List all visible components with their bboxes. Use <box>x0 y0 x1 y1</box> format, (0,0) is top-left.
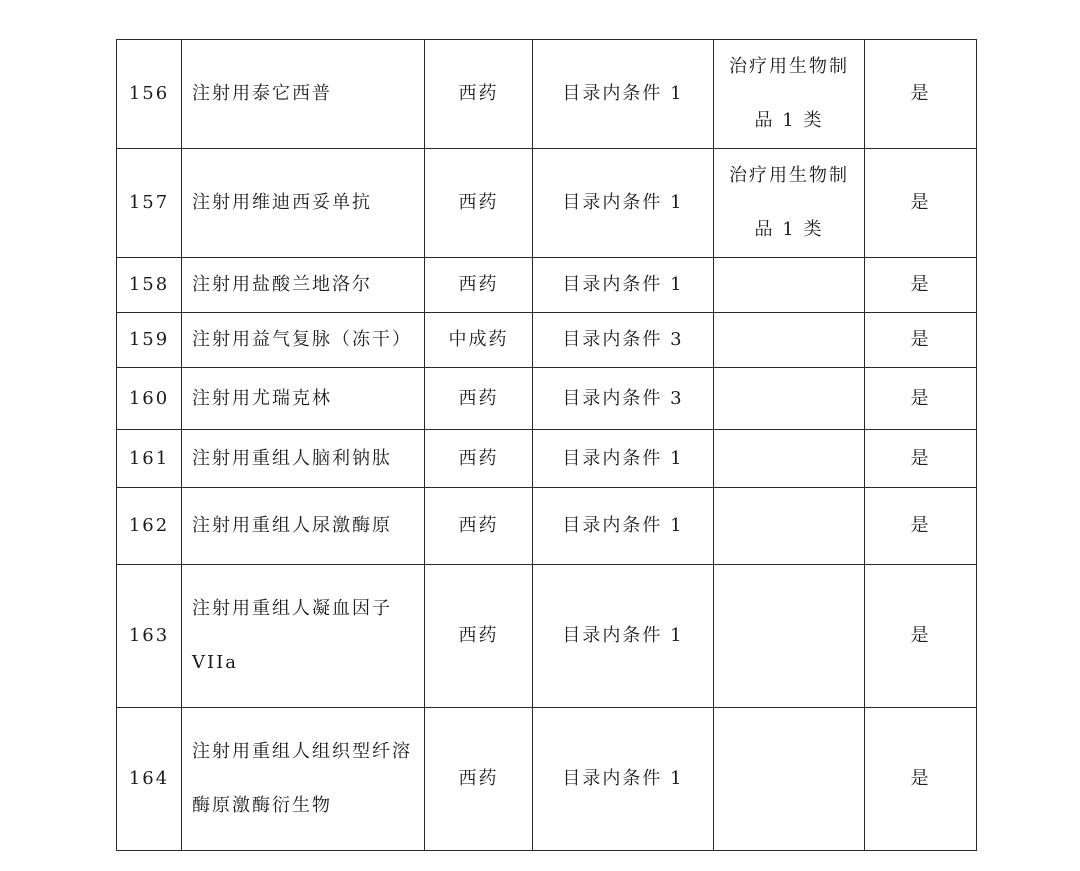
drug-type: 西药 <box>458 447 499 469</box>
condition-cell <box>533 430 714 488</box>
note-cell <box>714 488 865 565</box>
drug-name-cell <box>182 708 425 851</box>
drug-name-cell <box>182 488 425 565</box>
row-number-cell <box>117 430 182 488</box>
row-number-cell <box>117 488 182 565</box>
note-line: 治疗用生物制 <box>729 165 849 186</box>
drug-type: 西药 <box>458 387 499 409</box>
drug-type-cell <box>425 488 533 565</box>
drug-name-cell <box>182 368 425 430</box>
drug-type: 西药 <box>458 274 499 295</box>
flag: 是 <box>910 625 931 646</box>
condition-cell <box>533 258 714 313</box>
table-row <box>117 313 977 368</box>
flag-cell <box>865 565 977 708</box>
drug-name-line: 注射用重组人凝血因子 <box>192 598 392 619</box>
flag-cell <box>865 488 977 565</box>
condition-cell <box>533 313 714 368</box>
row-number-cell <box>117 313 182 368</box>
row-number-cell <box>117 149 182 258</box>
row-number: 163 <box>128 625 170 646</box>
drug-name-line: 注射用重组人脑利钠肽 <box>192 447 392 469</box>
drug-name-cell <box>182 40 425 149</box>
flag-cell <box>865 708 977 851</box>
note-line: 品 1 类 <box>754 110 824 131</box>
row-number: 160 <box>128 387 170 409</box>
table-row <box>117 565 977 708</box>
drug-name-line: 注射用尤瑞克林 <box>192 387 332 409</box>
flag-cell <box>865 368 977 430</box>
note-line: 品 1 类 <box>754 219 824 240</box>
drug-list-table <box>116 39 977 851</box>
note-cell <box>714 149 865 258</box>
flag: 是 <box>910 83 931 104</box>
flag-cell <box>865 430 977 488</box>
drug-name-line: 注射用重组人组织型纤溶 <box>192 741 412 762</box>
table-body <box>117 40 977 851</box>
condition: 目录内条件 1 <box>562 625 684 646</box>
flag: 是 <box>910 192 931 213</box>
flag: 是 <box>910 515 931 536</box>
condition-cell <box>533 149 714 258</box>
flag-cell <box>865 149 977 258</box>
condition: 目录内条件 1 <box>562 274 684 295</box>
condition-cell <box>533 368 714 430</box>
drug-name-cell <box>182 149 425 258</box>
drug-type-cell <box>425 40 533 149</box>
drug-name-line: 酶原激酶衍生物 <box>192 795 332 816</box>
drug-type: 西药 <box>458 768 499 789</box>
drug-type: 西药 <box>458 625 499 646</box>
note-line: 治疗用生物制 <box>729 56 849 77</box>
condition: 目录内条件 1 <box>562 768 684 789</box>
flag: 是 <box>910 768 931 789</box>
flag-cell <box>865 313 977 368</box>
drug-name-cell <box>182 565 425 708</box>
drug-type-cell <box>425 258 533 313</box>
row-number: 164 <box>128 768 170 789</box>
table-row <box>117 430 977 488</box>
condition: 目录内条件 1 <box>562 192 684 213</box>
row-number: 156 <box>128 83 170 104</box>
note-cell <box>714 430 865 488</box>
condition-cell <box>533 708 714 851</box>
condition: 目录内条件 1 <box>562 447 684 469</box>
row-number: 161 <box>128 447 170 469</box>
note-cell <box>714 258 865 313</box>
row-number-cell <box>117 708 182 851</box>
row-number-cell <box>117 565 182 708</box>
note-cell <box>714 40 865 149</box>
condition-cell <box>533 565 714 708</box>
table-row <box>117 258 977 313</box>
drug-type-cell <box>425 565 533 708</box>
note-cell <box>714 313 865 368</box>
condition-cell <box>533 40 714 149</box>
note-cell <box>714 708 865 851</box>
table-row <box>117 368 977 430</box>
drug-name-line: 注射用益气复脉（冻干） <box>192 329 412 350</box>
flag-cell <box>865 258 977 313</box>
table-row <box>117 40 977 149</box>
condition: 目录内条件 1 <box>562 515 684 536</box>
drug-type-cell <box>425 708 533 851</box>
table-row <box>117 708 977 851</box>
drug-type-cell <box>425 430 533 488</box>
flag: 是 <box>910 329 931 350</box>
drug-type: 中成药 <box>448 329 509 350</box>
row-number: 162 <box>128 515 170 536</box>
drug-name-line: 注射用重组人尿激酶原 <box>192 515 392 536</box>
flag: 是 <box>910 447 931 469</box>
table-row <box>117 149 977 258</box>
drug-name-cell <box>182 430 425 488</box>
drug-name-cell <box>182 313 425 368</box>
drug-type: 西药 <box>458 515 499 536</box>
condition: 目录内条件 1 <box>562 83 684 104</box>
row-number-cell <box>117 40 182 149</box>
condition-cell <box>533 488 714 565</box>
note-cell <box>714 565 865 708</box>
row-number-cell <box>117 258 182 313</box>
table-row <box>117 488 977 565</box>
row-number: 157 <box>128 192 170 213</box>
drug-name-line: 注射用泰它西普 <box>192 83 332 104</box>
drug-name-line: 注射用盐酸兰地洛尔 <box>192 274 372 295</box>
row-number-cell <box>117 368 182 430</box>
flag: 是 <box>910 274 931 295</box>
drug-type-cell <box>425 368 533 430</box>
drug-type-cell <box>425 313 533 368</box>
flag: 是 <box>910 387 931 409</box>
note-cell <box>714 368 865 430</box>
drug-type: 西药 <box>458 83 499 104</box>
drug-type-cell <box>425 149 533 258</box>
flag-cell <box>865 40 977 149</box>
condition: 目录内条件 3 <box>562 329 684 350</box>
row-number: 158 <box>128 274 170 295</box>
drug-type: 西药 <box>458 192 499 213</box>
drug-name-line: VIIa <box>192 652 238 673</box>
drug-name-cell <box>182 258 425 313</box>
condition: 目录内条件 3 <box>562 387 684 409</box>
row-number: 159 <box>128 329 170 350</box>
drug-name-line: 注射用维迪西妥单抗 <box>192 192 372 213</box>
